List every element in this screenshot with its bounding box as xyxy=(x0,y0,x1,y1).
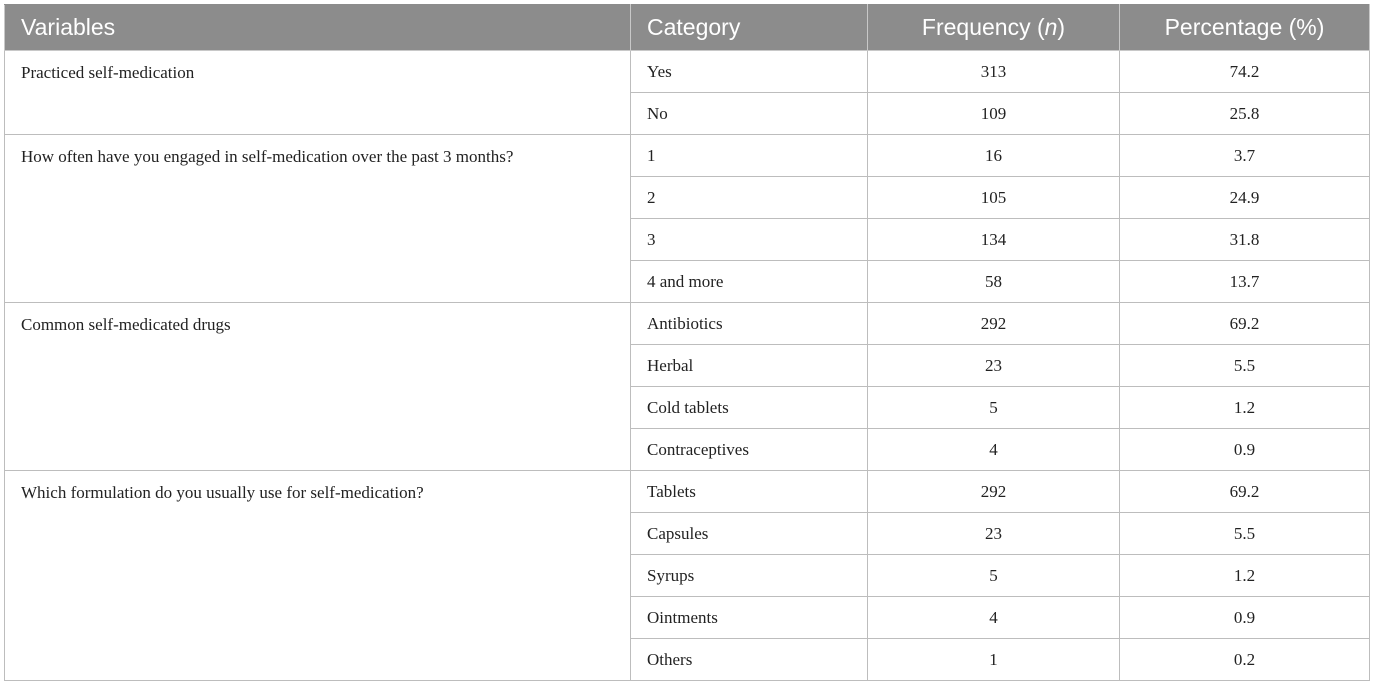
percentage-cell: 0.2 xyxy=(1120,639,1370,681)
percentage-cell: 1.2 xyxy=(1120,387,1370,429)
category-cell: 2 xyxy=(631,177,868,219)
category-cell: 3 xyxy=(631,219,868,261)
self-medication-table xyxy=(4,4,1370,681)
percentage-cell: 3.7 xyxy=(1120,135,1370,177)
frequency-cell: 58 xyxy=(868,261,1120,303)
variable-cell: Which formulation do you usually use for self-medication? xyxy=(5,471,631,681)
category-cell: Yes xyxy=(631,51,868,93)
category-cell: Contraceptives xyxy=(631,429,868,471)
category-cell: Ointments xyxy=(631,597,868,639)
category-cell: Cold tablets xyxy=(631,387,868,429)
table-header xyxy=(5,5,1370,51)
frequency-cell: 1 xyxy=(868,639,1120,681)
category-cell: Tablets xyxy=(631,471,868,513)
frequency-cell: 292 xyxy=(868,303,1120,345)
percentage-cell: 5.5 xyxy=(1120,513,1370,555)
frequency-cell: 134 xyxy=(868,219,1120,261)
percentage-cell: 69.2 xyxy=(1120,303,1370,345)
table-body xyxy=(5,51,1370,681)
category-cell: Others xyxy=(631,639,868,681)
header-frequency-suffix: ) xyxy=(1057,14,1066,40)
frequency-cell: 109 xyxy=(868,93,1120,135)
category-cell: Syrups xyxy=(631,555,868,597)
percentage-cell: 0.9 xyxy=(1120,597,1370,639)
frequency-cell: 292 xyxy=(868,471,1120,513)
percentage-cell: 74.2 xyxy=(1120,51,1370,93)
variable-cell: Common self-medicated drugs xyxy=(5,303,631,471)
percentage-cell: 24.9 xyxy=(1120,177,1370,219)
frequency-cell: 23 xyxy=(868,345,1120,387)
table-row xyxy=(5,303,1370,345)
header-frequency-prefix: Frequency ( xyxy=(921,14,1045,40)
category-cell: 4 and more xyxy=(631,261,868,303)
category-cell: Antibiotics xyxy=(631,303,868,345)
header-frequency-n: n xyxy=(1044,14,1058,40)
frequency-cell: 16 xyxy=(868,135,1120,177)
self-medication-table-container xyxy=(4,4,1369,681)
frequency-cell: 313 xyxy=(868,51,1120,93)
table-row xyxy=(5,471,1370,513)
percentage-cell: 1.2 xyxy=(1120,555,1370,597)
header-frequency xyxy=(868,5,1120,51)
header-row xyxy=(5,5,1370,51)
category-cell: Capsules xyxy=(631,513,868,555)
frequency-cell: 105 xyxy=(868,177,1120,219)
percentage-cell: 69.2 xyxy=(1120,471,1370,513)
percentage-cell: 0.9 xyxy=(1120,429,1370,471)
variable-cell: Practiced self-medication xyxy=(5,51,631,135)
frequency-cell: 23 xyxy=(868,513,1120,555)
category-cell: No xyxy=(631,93,868,135)
table-row xyxy=(5,51,1370,93)
percentage-cell: 13.7 xyxy=(1120,261,1370,303)
table-row xyxy=(5,135,1370,177)
percentage-cell: 31.8 xyxy=(1120,219,1370,261)
category-cell: Herbal xyxy=(631,345,868,387)
frequency-cell: 4 xyxy=(868,429,1120,471)
frequency-cell: 5 xyxy=(868,555,1120,597)
frequency-cell: 5 xyxy=(868,387,1120,429)
variable-cell: How often have you engaged in self-medication over the past 3 months? xyxy=(5,135,631,303)
header-variables: Variables xyxy=(5,5,631,51)
header-percentage: Percentage (%) xyxy=(1120,5,1370,51)
category-cell: 1 xyxy=(631,135,868,177)
percentage-cell: 25.8 xyxy=(1120,93,1370,135)
frequency-cell: 4 xyxy=(868,597,1120,639)
percentage-cell: 5.5 xyxy=(1120,345,1370,387)
header-category: Category xyxy=(631,5,868,51)
